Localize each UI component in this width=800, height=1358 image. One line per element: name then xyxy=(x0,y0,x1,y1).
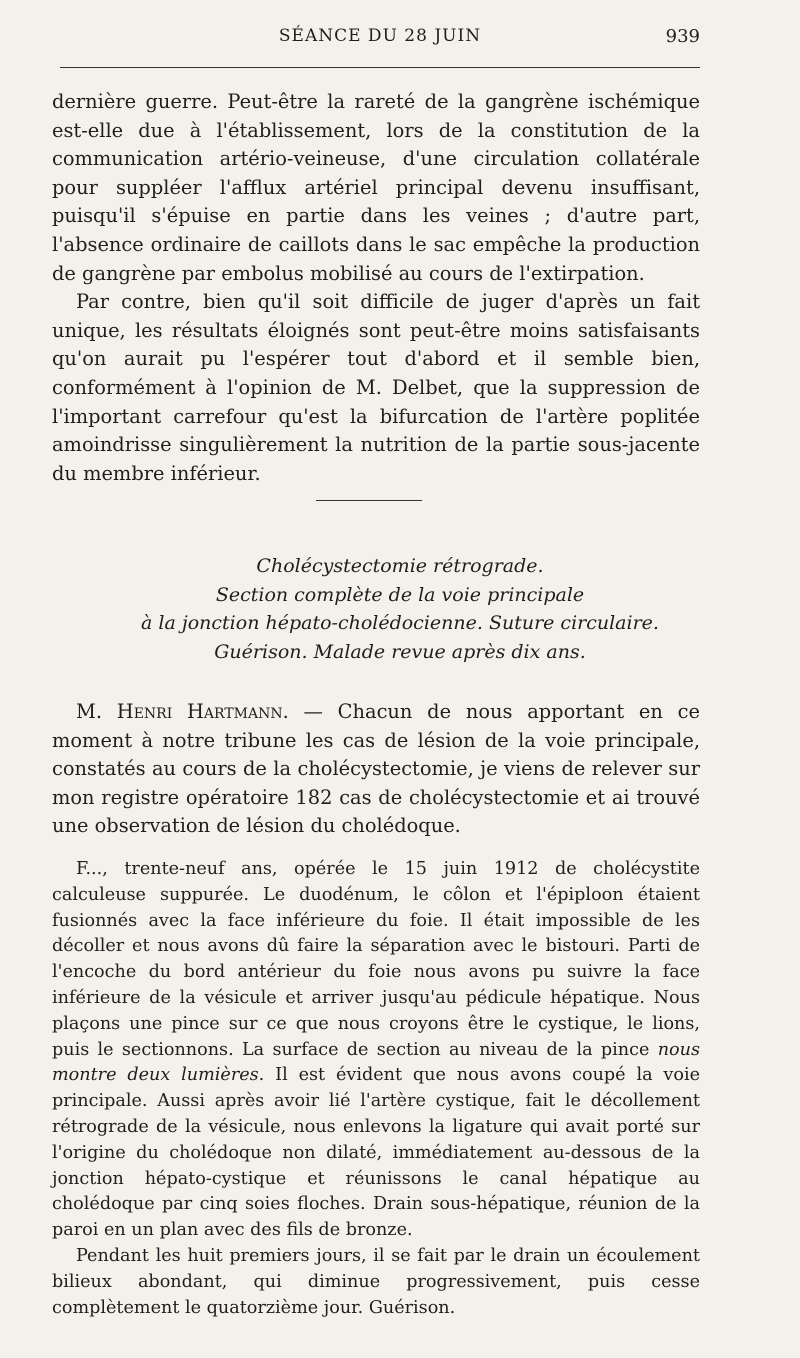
section-title-line-3: à la jonction hépato-cholédocienne. Suture circulaire. xyxy=(141,612,659,635)
communication-text xyxy=(52,698,700,841)
intro-paragraph-2: Par contre, bien qu'il soit difficile de juger d'après un fait unique, les résultats éloignés sont peut-être moins satisfaisants qu'on aurait pu l'espérer tout d'abord et il semble bien, conformément à l'opinion de M. Delbet, que la suppression de l'important carrefour qu'est la bifurcation de l'artère poplitée amoindrisse singulièrement la nutrition de la partie sous-jacente du membre inférieur. xyxy=(52,290,700,485)
case-paragraph-1 xyxy=(52,857,700,1244)
intro-paragraph-1: dernière guerre. Peut-être la rareté de la gangrène ischémique est-elle due à l'établissement, lors de la constitution de la communication artério-veineuse, d'une circulation collatérale pour suppléer l'afflux artériel principal devenu insuffisant, puisqu'il s'épuise en partie dans les veines ; d'autre part, l'absence ordinaire de caillots dans le sac empêche la production de gangrène par embolus mobilisé au cours de l'extirpation. xyxy=(52,90,700,285)
page-header xyxy=(60,26,700,52)
section-title-line-4: Guérison. Malade revue après dix ans. xyxy=(214,640,586,663)
section-title-line-1: Cholécystectomie rétrograde. xyxy=(256,555,544,577)
speaker-name: M. Henri Hartmann. xyxy=(76,700,289,723)
header-rule xyxy=(60,67,700,68)
section-title-line-2: Section complète de la voie principale xyxy=(215,583,585,606)
case-text-emphasis: nous montre deux lumières. xyxy=(52,1039,701,1086)
case-text-b: Il est évident que nous avons coupé la voie principale. Aussi après avoir lié l'artère cystique, fait le décollement rétrograde de la vésicule, nous enlevons la ligature qui avait porté sur l'origine du cholédoque non dilaté, immédiatement au-dessous de la jonction hépato-cystique et réunissons le canal hépatique au cholédoque par cinq soies floches. Drain sous-hépatique, réunion de la paroi en un plan avec des fils de bronze. xyxy=(52,1065,700,1241)
running-title: SÉANCE DU 28 JUIN xyxy=(278,26,482,46)
page-number: 939 xyxy=(665,26,700,47)
communication-body: — Chacun de nous apportant en ce moment à notre tribune les cas de lésion de la voie principale, constatés au cours de la cholécystectomie, je viens de relever sur mon registre opératoire 182 cas de cholécystectomie et ai trouvé une observation de lésion du cholédoque. xyxy=(52,700,700,838)
case-text-a: F..., trente-neuf ans, opérée le 15 juin 1912 de cholécystite calculeuse suppurée. Le duodénum, le côlon et l'épiploon étaient fusionnés avec la face inférieure du foie. Il était impossible de les décoller et nous avons dû faire la séparation avec le bistouri. Parti de l'encoche du bord antérieur du foie nous avons pu suivre la face inférieure de la vésicule et arriver jusqu'au pédicule hépatique. Nous plaçons une pince sur ce que nous croyons être le cystique, le lions, puis le sectionnons. La surface de section au niveau de la pince xyxy=(52,859,700,1060)
case-paragraph-2: Pendant les huit premiers jours, il se fait par le drain un écoulement bilieux abondant, qui diminue progressivement, puis cesse complètement le quatorzième jour. Guérison. xyxy=(52,1245,700,1318)
communication-paragraph xyxy=(52,698,700,841)
case-report xyxy=(52,857,700,1321)
section-separator xyxy=(316,500,422,501)
intro-text xyxy=(52,88,700,488)
section-title xyxy=(80,552,720,666)
